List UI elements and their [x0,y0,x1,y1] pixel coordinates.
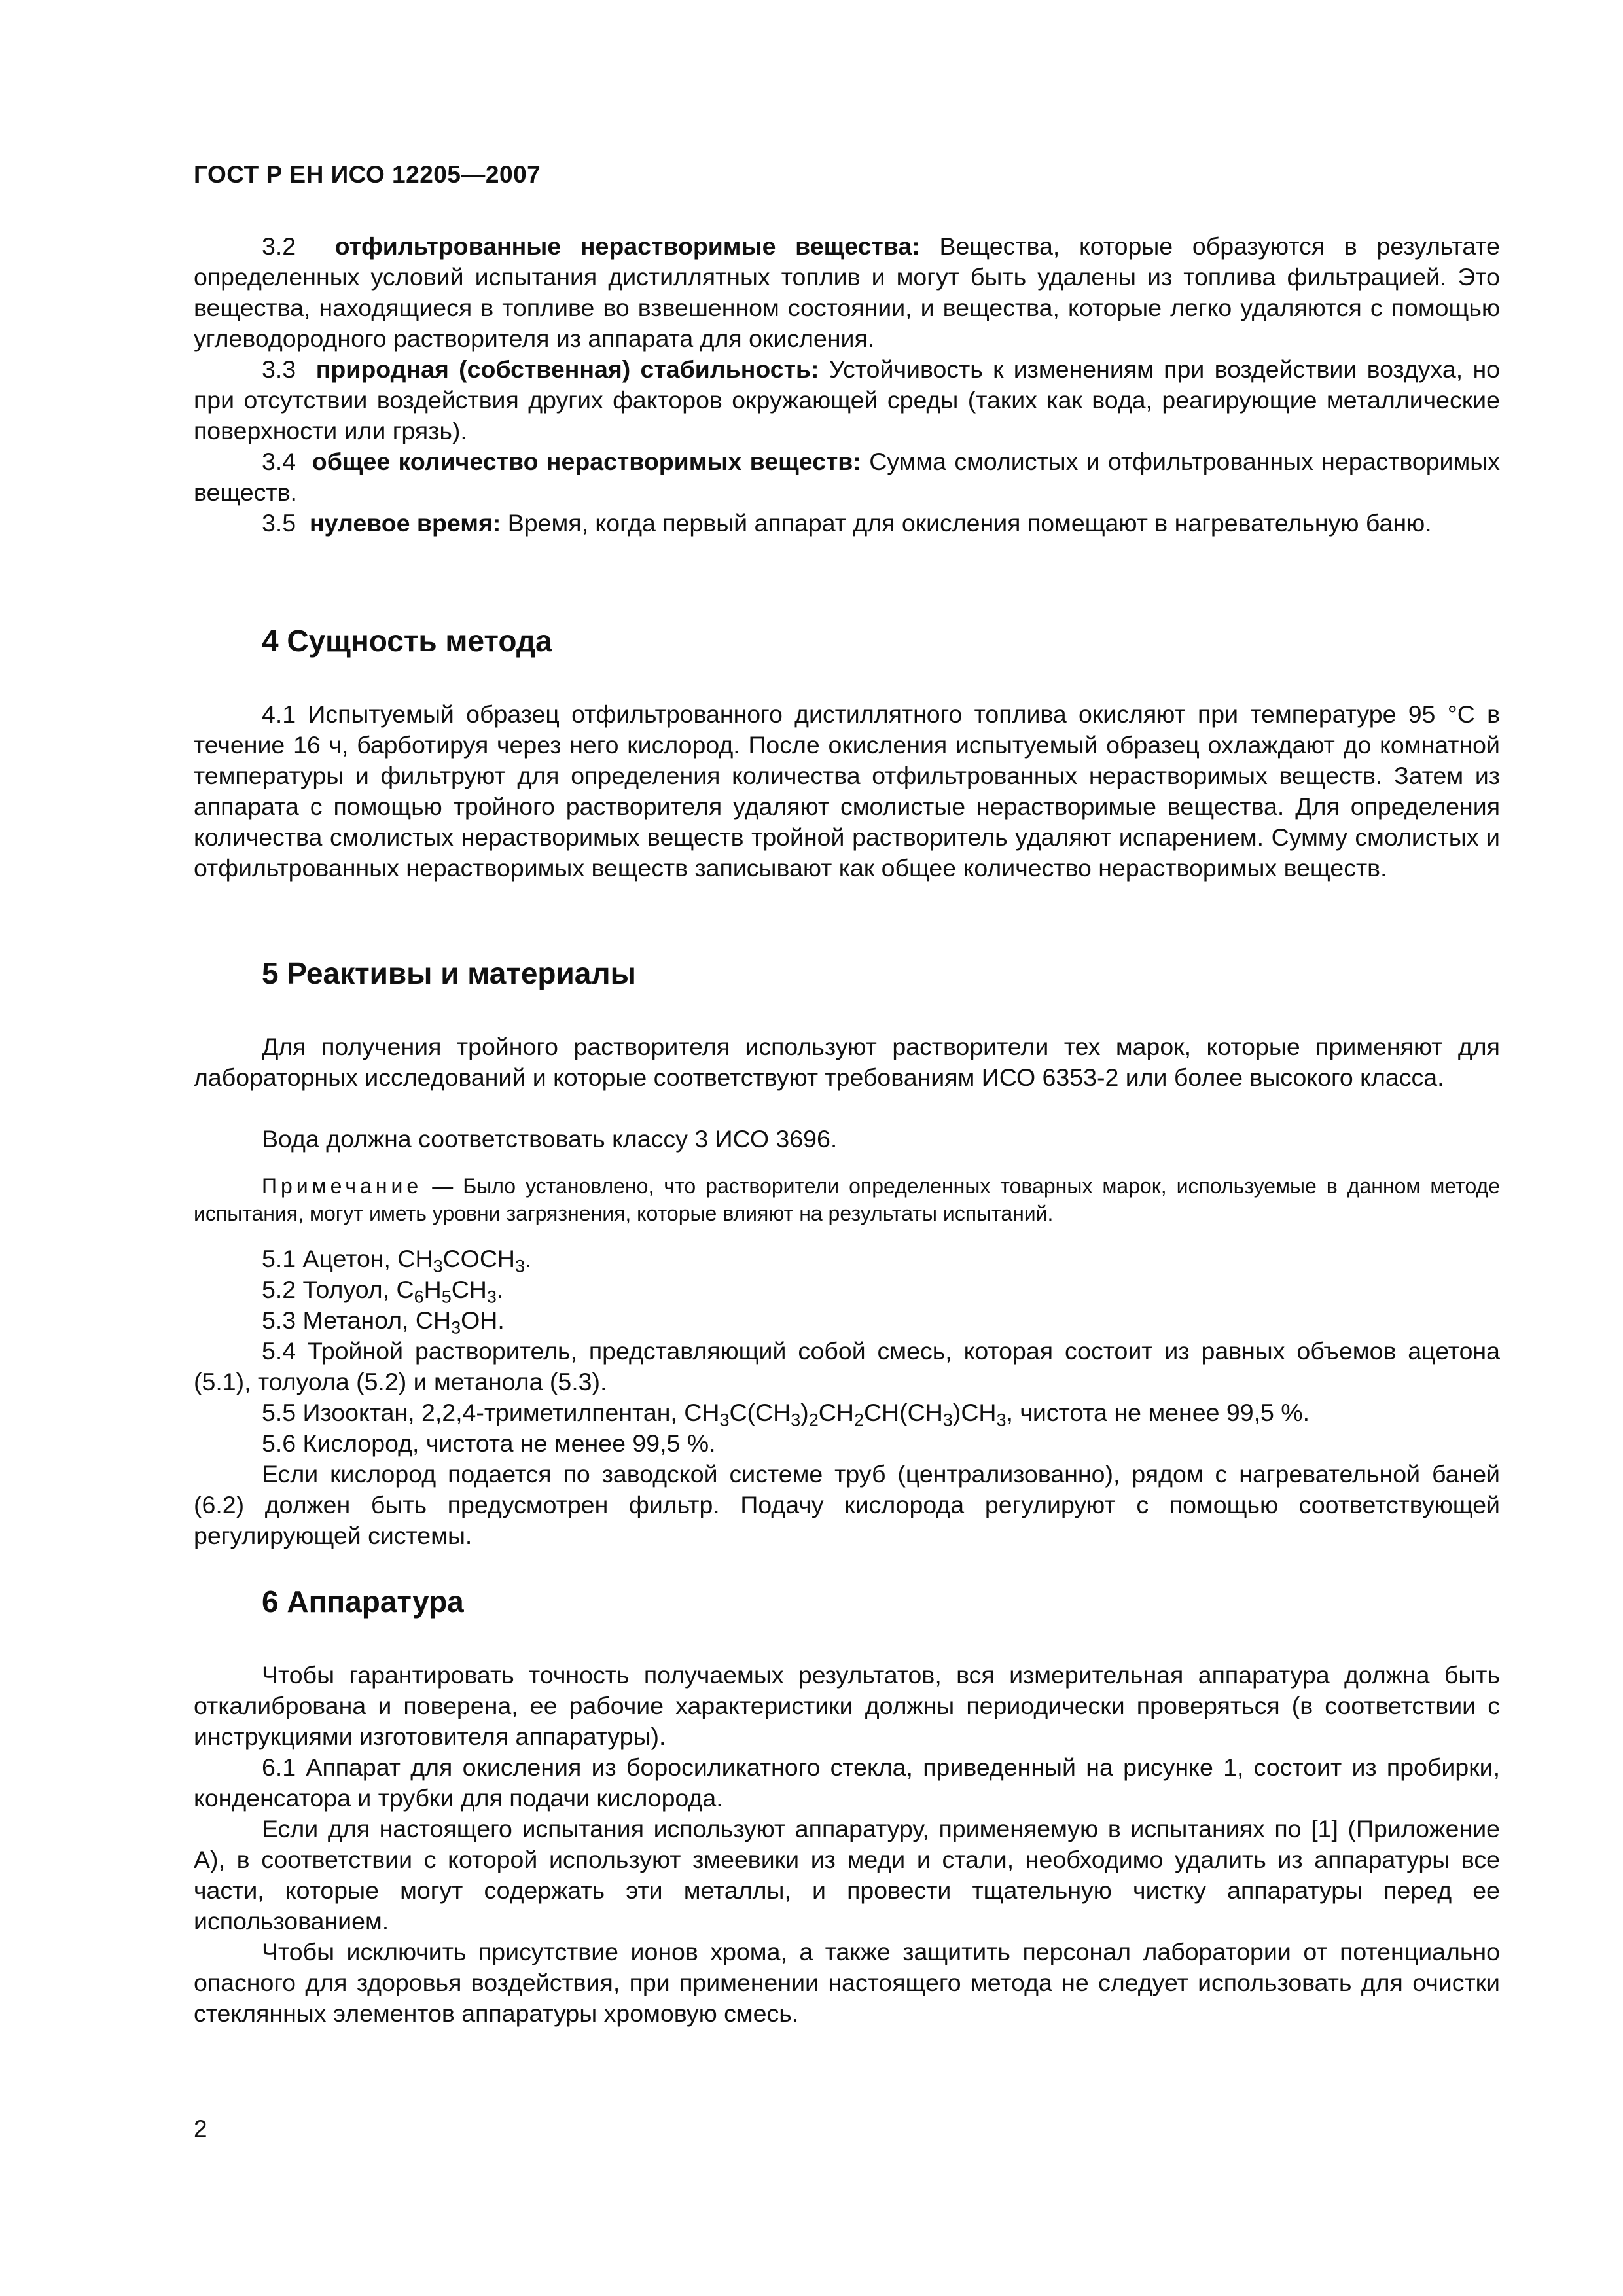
section-6-heading: 6 Аппаратура [262,1585,464,1619]
section-6-intro: Чтобы гарантировать точность получаемых результатов, вся измерительная аппаратура должна быть откалибрована и поверена, ее рабочие характеристики должны периодически проверяться (в соответствии с инструкциями изготовителя аппаратуры). [194,1661,1500,1750]
item-5-1: 5.1 Ацетон, $CH_3COCH_3$. [262,1245,532,1276]
document-header: ГОСТ Р ЕН ИСО 12205—2007 [194,161,541,188]
item-5-6: 5.6 Кислород, чистота не менее 99,5 %. [262,1429,716,1457]
definition-3-4: 3.4 общее количество нерастворимых веществ: Сумма смолистых и отфильтрованных нерастворимых веществ. [194,448,1500,506]
water-requirement: Вода должна соответствовать классу 3 ИСО 3696. [262,1125,838,1153]
definition-3-2: 3.2 отфильтрованные нерастворимые вещества: Вещества, которые образуются в результате определенных условий испытания дистиллятных топлив и могут быть удалены из топлива фильтрацией. Это вещества, находящиеся в топливе во взвешенном состоянии, и вещества, которые легко удаляются с помощью углеводородного растворителя из аппарата для окисления. [194,232,1500,352]
oxygen-supply-paragraph: Если кислород подается по заводской системе труб (централизованно), рядом с нагревательной баней (6.2) должен быть предусмотрен фильтр. Подачу кислорода регулируют с помощью соответствующей регулирующей системы. [194,1460,1500,1549]
item-5-4: 5.4 Тройной растворитель, представляющий собой смесь, которая состоит из равных объемов ацетона (5.1), толуола (5.2) и метанола (5.3). [194,1337,1500,1395]
section-5-intro: Для получения тройного растворителя используют растворители тех марок, которые применяют для лабораторных исследований и которые соответствуют требованиям ИСО 6353-2 или более высокого класса. [194,1033,1500,1091]
section-5-heading: 5 Реактивы и материалы [262,956,636,990]
definition-3-5: 3.5 нулевое время: Время, когда первый аппарат для окисления помещают в нагревательную баню. [262,509,1432,537]
definition-3-3: 3.3 природная (собственная) стабильность: Устойчивость к изменениям при воздействии воздуха, но при отсутствии воздействия других факторов окружающей среды (таких как вода, реагирующие металлические поверхности или грязь). [194,355,1501,444]
chromium-warning: Чтобы исключить присутствие ионов хрома, а также защитить персонал лаборатории от потенциально опасного для здоровья воздействия, при применении настоящего метода не следует использовать для очистки стеклянных элементов аппаратуры хромовую смесь. [194,1938,1500,2027]
page-number: 2 [194,2115,207,2142]
section-4-heading: 4 Сущность метода [262,624,552,658]
note-text: — Было установлено, что растворители определенных товарных марок, используемые в данном методе испытания, могут иметь уровни загрязнения, которые влияют на результаты испытаний. [194,1174,1501,1225]
note-label: Примечание [262,1174,423,1198]
section-4-paragraph: 4.1 Испытуемый образец отфильтрованного дистиллятного топлива окисляют при температуре 95 °С в течение 16 ч, барботируя через него кислород. После окисления испытуемый образец охлаждают до комнатной температуры и фильтруют для определения количества отфильтрованных нерастворимых веществ. Затем из аппарата с помощью тройного растворителя удаляют смолистые нерастворимые вещества. Для определения количества смолистых нерастворимых веществ тройной растворитель удаляют испарением. Сумму смолистых и отфильтрованных нерастворимых веществ записывают как общее количество нерастворимых веществ. [194,700,1500,882]
apparatus-copper-note: Если для настоящего испытания используют аппаратуру, применяемую в испытаниях по [1] (Приложение А), в соответствии с которой используют змеевики из меди и стали, необходимо удалить из аппаратуры все части, которые могут содержать эти металлы, и провести тщательную чистку аппаратуры перед ее использованием. [194,1815,1500,1935]
item-5-3: 5.3 Метанол, $CH_3OH$. [262,1306,505,1338]
item-5-2: 5.2 Толуол, $C_6H_5CH_3$. [262,1276,504,1307]
item-6-1: 6.1 Аппарат для окисления из боросиликатного стекла, приведенный на рисунке 1, состоит из пробирки, конденсатора и трубки для подачи кислорода. [194,1753,1500,1812]
item-5-5: 5.5 Изооктан, 2,2,4-триметилпентан, $CH_3C(CH_3)_2CH_2CH(CH_3)CH_3$, чистота не менее 99,5 %. [262,1399,1310,1430]
note [194,1172,1500,1227]
